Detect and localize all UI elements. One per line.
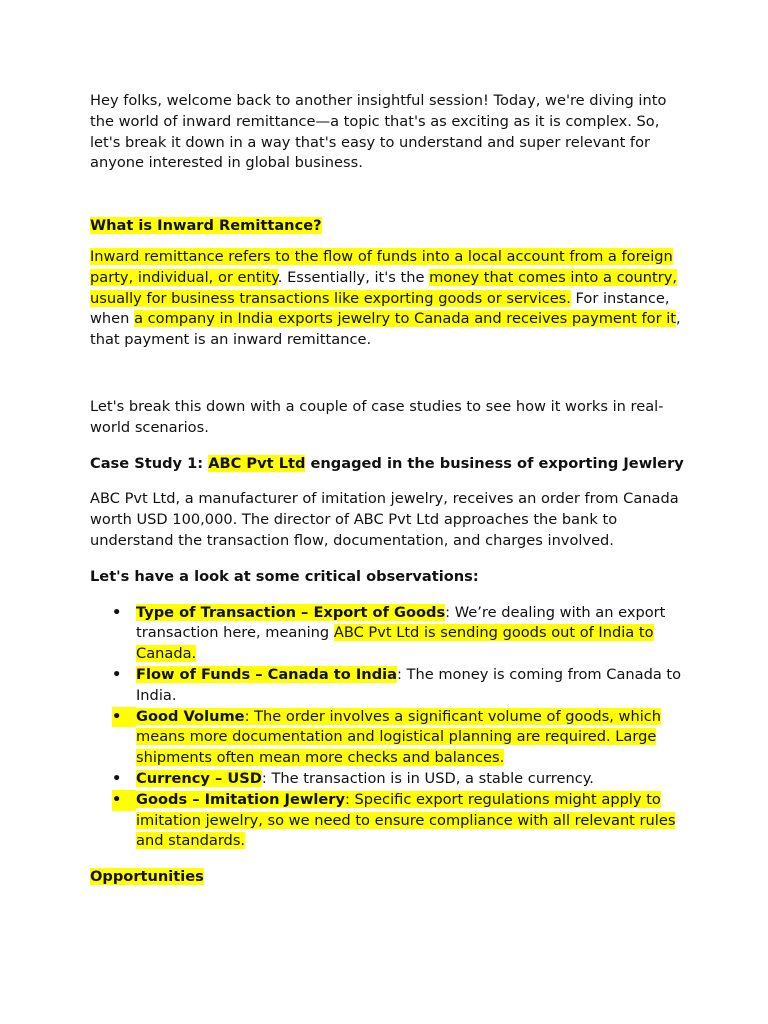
observations-heading-text: Let's have a look at some critical observations: xyxy=(90,567,479,585)
heading-text: What is Inward Remittance? xyxy=(90,217,322,235)
bullet-text: : xyxy=(244,707,255,725)
bullet-highlight: Specific export regulations might apply to imitation jewelry, so we need to ensure compliance with all relevant rules and standards. xyxy=(136,790,676,850)
observations-list xyxy=(90,603,690,853)
bullet-icon: • xyxy=(112,603,122,621)
list-item xyxy=(90,790,690,852)
document-body xyxy=(90,91,690,888)
bullet-icon: • xyxy=(112,707,136,728)
bullet-icon: • xyxy=(112,665,122,683)
bullet-text: : We’re dealing with an export transaction here, meaning xyxy=(136,603,666,642)
definition-highlight-1: Inward remittance refers to the flow of funds into a local account from a foreign party, individual, or entity xyxy=(90,247,673,286)
bullet-text: : The money is coming from Canada to India. xyxy=(136,665,682,704)
opportunities-heading xyxy=(90,867,690,888)
bullet-label: Good Volume xyxy=(136,707,245,725)
bullet-label: Flow of Funds – Canada to India xyxy=(136,665,397,683)
bullet-highlight: ABC Pvt Ltd is sending goods out of India to Canada. xyxy=(136,624,654,663)
bullet-icon: • xyxy=(112,769,122,787)
case-study-suffix: engaged in the business of exporting Jewlery xyxy=(305,454,684,472)
definition-highlight-2: money that comes into a country, usually for business transactions like exporting goods or services. xyxy=(90,268,678,307)
intro-paragraph: Hey folks, welcome back to another insightful session! Today, we're diving into the world of inward remittance—a topic that's as exciting as it is complex. So, let's break it down in a way that's easy to understand and super relevant for anyone interested in global business. xyxy=(90,92,667,172)
list-item xyxy=(90,603,690,665)
bullet-label: Currency – USD xyxy=(136,769,262,787)
observations-heading xyxy=(90,567,690,588)
bullet-icon: • xyxy=(112,790,136,811)
definition-text-1: . Essentially, it's the xyxy=(277,268,430,286)
case-study-prefix: Case Study 1: xyxy=(90,454,209,472)
definition-text-3: , that payment is an inward remittance. xyxy=(90,310,681,349)
case-study-company: ABC Pvt Ltd xyxy=(208,454,306,472)
heading-what-is-inward-remittance xyxy=(90,216,690,237)
opportunities-heading-text: Opportunities xyxy=(90,868,204,886)
list-item xyxy=(90,665,690,707)
bullet-text: : xyxy=(344,790,355,808)
bullet-text: : The transaction is in USD, a stable currency. xyxy=(261,769,594,787)
bullet-highlight: The order involves a significant volume of goods, which means more documentation and logistical planning are required. Large shipments often mean more checks and balances. xyxy=(136,707,662,767)
definition-paragraph xyxy=(90,247,690,351)
bullet-label: Type of Transaction – Export of Goods xyxy=(136,603,446,621)
list-item xyxy=(90,769,690,790)
case-study-title xyxy=(90,454,690,475)
case-study-body: ABC Pvt Ltd, a manufacturer of imitation jewelry, receives an order from Canada worth USD 100,000. The director of ABC Pvt Ltd approaches the bank to understand the transaction flow, documentation, and charges involved. xyxy=(90,490,679,549)
definition-highlight-3: a company in India exports jewelry to Canada and receives payment for it xyxy=(134,310,676,328)
lead-paragraph: Let's break this down with a couple of case studies to see how it works in real-world scenarios. xyxy=(90,397,664,436)
definition-text-2: For instance, when xyxy=(90,289,670,328)
list-item xyxy=(90,707,690,769)
bullet-label: Goods – Imitation Jewlery xyxy=(136,790,345,808)
